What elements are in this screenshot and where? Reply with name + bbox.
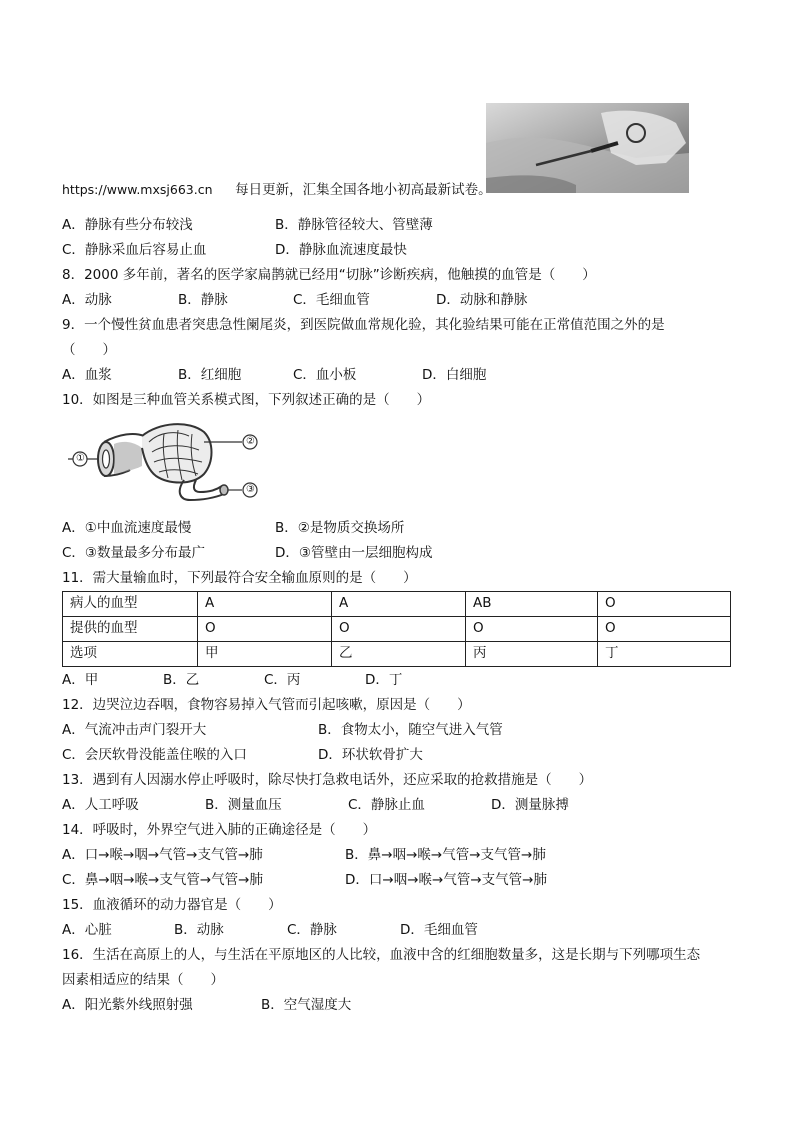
q15-stem: 15．血液循环的动力器官是（ ） <box>62 897 282 913</box>
table-row <box>63 642 731 667</box>
q16-stem: 16．生活在高原上的人，与生活在平原地区的人比较，血液中含的红细胞数量多，这是长期与下列哪项生态 <box>62 947 701 963</box>
q9-option-b: B．红细胞 <box>178 367 242 383</box>
q16-option-a: A．阳光紫外线照射强 <box>62 997 193 1013</box>
q15-option-d: D．毛细血管 <box>400 922 478 938</box>
q13-option-b: B．测量血压 <box>205 797 282 813</box>
q13-option-a: A．人工呼吸 <box>62 797 139 813</box>
source-url[interactable]: https://www.mxsj663.cn <box>62 182 213 197</box>
q10-option-a: A．①中血流速度最慢 <box>62 520 192 536</box>
q11-option-c: C．丙 <box>264 672 301 688</box>
q10-option-b: B．②是物质交换场所 <box>275 520 405 536</box>
blood-type-table <box>62 591 731 667</box>
blood-vessel-diagram <box>64 414 284 510</box>
blood-draw-photo <box>486 103 689 193</box>
table-cell: 提供的血型 <box>63 617 198 642</box>
q11-option-a: A．甲 <box>62 672 99 688</box>
q8-option-b: B．静脉 <box>178 292 228 308</box>
q12-option-d: D．环状软骨扩大 <box>318 747 423 763</box>
table-row <box>63 617 731 642</box>
q8-stem: 8．2000 多年前，著名的医学家扁鹊就已经用“切脉”诊断疾病，他触摸的血管是（ ） <box>62 267 596 283</box>
table-cell: 甲 <box>198 642 332 667</box>
table-cell: 病人的血型 <box>63 592 198 617</box>
source-tagline: 每日更新，汇集全国各地小初高最新试卷。 <box>235 182 492 198</box>
q12-option-b: B．食物太小，随空气进入气管 <box>318 722 503 738</box>
q15-option-b: B．动脉 <box>174 922 224 938</box>
table-cell: O <box>598 617 731 642</box>
q9-option-d: D．白细胞 <box>422 367 487 383</box>
q13-stem: 13．遇到有人因溺水停止呼吸时，除尽快打急救电话外，还应采取的抢救措施是（ ） <box>62 772 593 788</box>
q14-stem: 14．呼吸时，外界空气进入肺的正确途径是（ ） <box>62 822 377 838</box>
table-cell: 丁 <box>598 642 731 667</box>
q8-option-d: D．动脉和静脉 <box>436 292 528 308</box>
q14-option-d: D．口→咽→喉→气管→支气管→肺 <box>345 872 547 888</box>
q10-option-c: C．③数量最多分布最广 <box>62 545 206 561</box>
q13-option-c: C．静脉止血 <box>348 797 425 813</box>
q13-option-d: D．测量脉搏 <box>491 797 569 813</box>
q14-option-b: B．鼻→咽→喉→气管→支气管→肺 <box>345 847 546 863</box>
q14-option-c: C．鼻→咽→喉→支气管→气管→肺 <box>62 872 263 888</box>
q7-option-b: B．静脉管径较大、管壁薄 <box>275 217 433 233</box>
q12-option-a: A．气流冲击声门裂开大 <box>62 722 207 738</box>
q11-option-d: D．丁 <box>365 672 403 688</box>
table-cell: AB <box>466 592 598 617</box>
q7-option-c: C．静脉采血后容易止血 <box>62 242 207 258</box>
q12-option-c: C．会厌软骨没能盖住喉的入口 <box>62 747 247 763</box>
q9-option-a: A．血浆 <box>62 367 112 383</box>
q9-stem-cont: （ ） <box>62 342 116 358</box>
table-cell: 选项 <box>63 642 198 667</box>
header-line <box>62 184 492 198</box>
q9-stem: 9．一个慢性贫血患者突患急性阑尾炎，到医院做血常规化验，其化验结果可能在正常值范围之外的是 <box>62 317 665 333</box>
table-cell: O <box>466 617 598 642</box>
q7-option-d: D．静脉血流速度最快 <box>275 242 407 258</box>
table-row <box>63 592 731 617</box>
table-cell: A <box>332 592 466 617</box>
q10-stem: 10．如图是三种血管关系模式图，下列叙述正确的是（ ） <box>62 392 431 408</box>
q11-option-b: B．乙 <box>163 672 200 688</box>
q7-option-a: A．静脉有些分布较浅 <box>62 217 193 233</box>
q14-option-a: A．口→喉→咽→气管→支气管→肺 <box>62 847 263 863</box>
q16-option-b: B．空气湿度大 <box>261 997 352 1013</box>
diagram-label-2: ② <box>246 436 255 447</box>
q8-option-a: A．动脉 <box>62 292 112 308</box>
table-cell: O <box>598 592 731 617</box>
q11-stem: 11．需大量输血时，下列最符合安全输血原则的是（ ） <box>62 570 417 586</box>
q10-option-d: D．③管壁由一层细胞构成 <box>275 545 433 561</box>
q12-stem: 12．边哭泣边吞咽，食物容易掉入气管而引起咳嗽，原因是（ ） <box>62 697 471 713</box>
table-cell: 丙 <box>466 642 598 667</box>
q16-stem-cont: 因素相适应的结果（ ） <box>62 972 224 988</box>
table-cell: 乙 <box>332 642 466 667</box>
q8-option-c: C．毛细血管 <box>293 292 370 308</box>
q15-option-a: A．心脏 <box>62 922 112 938</box>
diagram-label-1: ① <box>76 453 85 464</box>
table-cell: A <box>198 592 332 617</box>
diagram-label-3: ③ <box>246 484 255 495</box>
table-cell: O <box>332 617 466 642</box>
table-cell: O <box>198 617 332 642</box>
q15-option-c: C．静脉 <box>287 922 337 938</box>
q9-option-c: C．血小板 <box>293 367 357 383</box>
